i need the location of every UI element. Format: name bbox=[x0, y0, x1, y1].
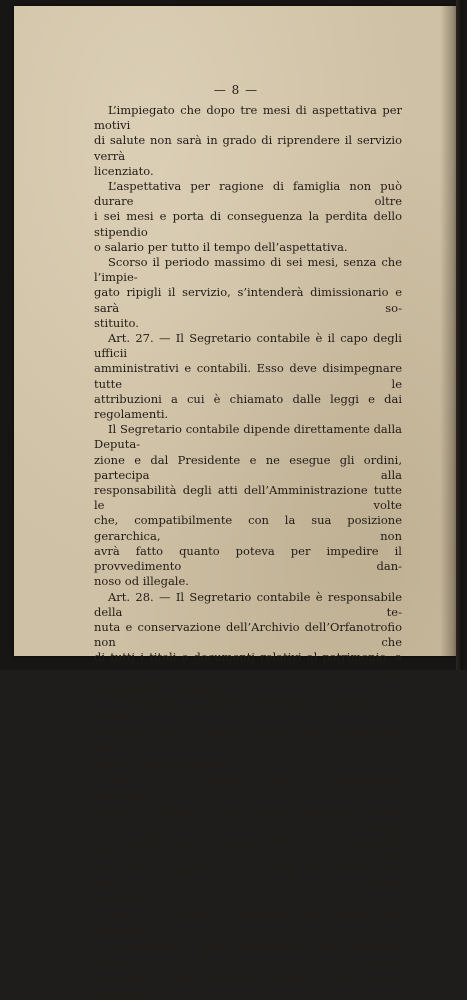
text-line: noso od illegale. bbox=[94, 574, 189, 589]
text-line: responsabilità degli atti dell’Amministrazione tutte le volte bbox=[94, 483, 402, 513]
text-line: stituito. bbox=[94, 315, 139, 330]
book-binding-edge bbox=[456, 0, 463, 670]
text-line: L’aspettativa per ragione di famiglia non può durare oltre bbox=[94, 179, 402, 209]
paper-page bbox=[14, 6, 458, 999]
text-line: zione e dal Presidente e ne esegue gli ordini, partecipa alla bbox=[94, 452, 402, 482]
text-line: ritto ad alcun compenso. bbox=[94, 756, 239, 771]
text-line: Art. 29. — Il servizio di cassa e di riscossione dell’Orfa- bbox=[94, 771, 402, 802]
text-line: o salario per tutto il tempo dell’aspettativa. bbox=[94, 239, 348, 254]
text-line: la Deputazione dovrà deliberare sulla cauzione, sulla misura bbox=[94, 939, 402, 969]
text-line: notrofio è affidato ad un tesoriere speciale, il quale è ricom- bbox=[94, 802, 402, 832]
text-line: Il Segretario contabile dipende direttamente dalla Deputa- bbox=[94, 422, 402, 452]
text-line: i sei mesi e porta di conseguenza la perdita dello stipendio bbox=[94, 209, 402, 239]
text-line: avrà fatto quanto poteva per impedire il provvedimento dan- bbox=[94, 543, 402, 574]
text-line: di tutti i titoli e documenti relativi al patrimonio, a lui re- bbox=[94, 650, 402, 680]
text-line: reincassi. bbox=[94, 893, 150, 908]
text-line: di salute non sarà in grado di riprendere il servizio verrà bbox=[94, 133, 402, 163]
text-line: gato ripigli il servizio, s’intenderà dimissionario e sarà so- bbox=[94, 285, 402, 315]
text-line: L’impiegato che dopo tre mesi di aspettativa per motivi bbox=[94, 103, 402, 133]
body-text bbox=[94, 103, 402, 1000]
text-line: golarmente consegnati. bbox=[94, 680, 232, 695]
text-line: Art. 27. — Il Segretario contabile è il capo degli ufficii bbox=[94, 331, 402, 361]
text-line: tuisce nei casi di breve assenza. Tale sostituzione non dà di- bbox=[94, 726, 402, 756]
text-line: dell’aggio e sulle condizioni speciali a cui egli dovrà sottostare. bbox=[94, 969, 402, 999]
text-line: che, compatibilmente con la sua posizione gerarchica, non bbox=[94, 513, 402, 543]
page-number: — 8 — bbox=[213, 83, 259, 97]
text-line: amministrativi e contabili. Esso deve disimpegnare tutte le bbox=[94, 361, 402, 391]
text-line: Il Commesso coadiuva il Segretario contabile e lo sostitu- bbox=[94, 695, 402, 726]
text-line: Scorso il periodo massimo di sei mesi, senza che l’impie- bbox=[94, 255, 402, 285]
text-line: attribuzioni a cui è chiamato dalle leggi e dai regolamenti. bbox=[94, 391, 402, 422]
text-line: Art. 30. — Prima di procedere alla nomina del Tesoriere bbox=[94, 908, 402, 938]
text-line: nuta e conservazione dell’Archivio dell’Orfanotrofio non che bbox=[94, 619, 402, 650]
text-line: Libro ed in ragione del 5 %₀ sugli altri introiti che non siano bbox=[94, 863, 402, 893]
text-line: licenziato. bbox=[94, 163, 154, 178]
text-line: pensato ad aggio, in ragione del 4 %₀ sulle rendite del Gran bbox=[94, 832, 402, 862]
text-line: Art. 28. — Il Segretario contabile è responsabile della te- bbox=[94, 589, 402, 619]
